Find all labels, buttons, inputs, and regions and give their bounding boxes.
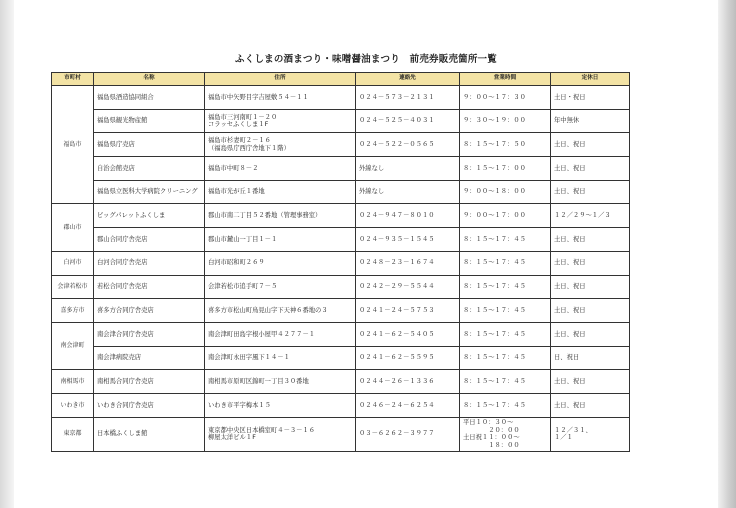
address-cell <box>205 393 356 417</box>
closed-cell <box>551 180 630 204</box>
cell-line: （福島県庁西庁舎地下１階） <box>208 144 290 152</box>
name-cell: 福島県酒造協同組合 <box>94 86 205 110</box>
cell-line: ９：００～１８：００ <box>463 188 526 196</box>
closed-cell <box>551 251 630 275</box>
contact-cell: ０２４－９３５－１５４５ <box>356 228 460 252</box>
contact-cell: ０２４４－２６－１３３６ <box>356 370 460 394</box>
cell-line: 南会津町田島字根小屋甲４２７７－１ <box>208 330 316 338</box>
table-row <box>52 109 630 133</box>
table-row <box>52 157 630 181</box>
contact-cell: 外線なし <box>356 157 460 181</box>
cell-line: 年中無休 <box>554 117 580 125</box>
hours-cell <box>460 417 551 451</box>
cell-line: 柳屋太洋ビル１F <box>208 434 256 442</box>
cell-line: ８：１５～１７：４５ <box>463 377 526 385</box>
cell-line: ９：３０～１９：００ <box>463 117 526 125</box>
contact-cell: ０２４－５７３－２１３１ <box>356 86 460 110</box>
closed-cell <box>551 370 630 394</box>
cell-line: 土日、祝日 <box>554 141 586 149</box>
table-row <box>52 204 630 228</box>
contact-cell: ０２４１－６２－５５９５ <box>356 346 460 370</box>
cell-line: ９：００～１７：００ <box>463 212 526 220</box>
closed-cell <box>551 109 630 133</box>
address-cell <box>205 299 356 323</box>
contact-cell: ０２４８－２３－１６７４ <box>356 251 460 275</box>
cell-line: 福島市杉妻町２－１６ <box>208 137 271 145</box>
cell-line: 南相馬市原町区錦町一丁目３０番地 <box>208 377 309 385</box>
hours-cell <box>460 109 551 133</box>
header-hours: 営業時間 <box>460 73 551 86</box>
address-cell <box>205 251 356 275</box>
cell-line: 土日、祝日 <box>554 283 586 291</box>
closed-cell <box>551 299 630 323</box>
cell-line: 東京都中央区日本橋室町４－３－１６ <box>208 426 316 434</box>
cell-line: ８：１５～１７：４５ <box>463 259 526 267</box>
table-row <box>52 180 630 204</box>
name-cell: ビッグパレットふくしま <box>94 204 205 228</box>
cell-line: コラッセふくしま１F <box>208 121 269 129</box>
sales-location-table <box>51 72 630 452</box>
contact-cell: ０２４６－２４－６２５４ <box>356 393 460 417</box>
cell-line: 福島市中町８－２ <box>208 164 259 172</box>
cell-line: ２０：００ <box>463 426 520 434</box>
name-cell: 福島県立医科大学病院クリーニング <box>94 180 205 204</box>
table-body <box>52 86 630 452</box>
closed-cell <box>551 393 630 417</box>
cell-line: ８：１５～１７：４５ <box>463 330 526 338</box>
cell-line: 白河市昭和町２６９ <box>208 259 265 267</box>
cell-line: 土日、祝日 <box>554 401 586 409</box>
contact-cell: ０２４－９４７－８０１０ <box>356 204 460 228</box>
address-cell <box>205 346 356 370</box>
table-row <box>52 417 630 451</box>
address-cell <box>205 417 356 451</box>
table-header-row <box>52 73 630 86</box>
cell-line: 郡山市麓山一丁目１－１ <box>208 235 278 243</box>
cell-line: ８：１５～１７：４５ <box>463 401 526 409</box>
closed-cell <box>551 322 630 346</box>
name-cell: いわき合同庁舎売店 <box>94 393 205 417</box>
closed-cell <box>551 204 630 228</box>
hours-cell <box>460 393 551 417</box>
cell-line: １／１ <box>554 434 573 442</box>
cell-line: ９：００～１７：３０ <box>463 93 526 101</box>
document-page <box>14 0 718 508</box>
cell-line: 土日、祝日 <box>554 235 586 243</box>
cell-line: １８：００ <box>463 441 520 449</box>
address-cell <box>205 370 356 394</box>
address-cell <box>205 275 356 299</box>
viewer-left-edge <box>0 0 14 508</box>
municipality-cell: 会津若松市 <box>52 275 94 299</box>
cell-line: 福島市中矢野目字吉屋敷５４－１１ <box>208 93 309 101</box>
cell-line: 平日１０：３０～ <box>463 419 514 427</box>
municipality-cell: 白河市 <box>52 251 94 275</box>
header-municipality: 市町村 <box>52 73 94 86</box>
header-closed: 定休日 <box>551 73 630 86</box>
name-cell: 若松合同庁舎売店 <box>94 275 205 299</box>
cell-line: 土日、祝日 <box>554 188 586 196</box>
name-cell: 白河合同庁舎売店 <box>94 251 205 275</box>
contact-cell: ０２４２－２９－５５４４ <box>356 275 460 299</box>
cell-line: ８：１５～１７：４５ <box>463 354 526 362</box>
cell-line: ８：１５～１７：４５ <box>463 235 526 243</box>
name-cell: 南会津病院売店 <box>94 346 205 370</box>
table-row <box>52 251 630 275</box>
cell-line: 土日、祝日 <box>554 377 586 385</box>
cell-line: 福島市光が丘１番地 <box>208 188 265 196</box>
contact-cell: 外線なし <box>356 180 460 204</box>
contact-cell: ０２４１－２４－５７５３ <box>356 299 460 323</box>
cell-line: 会津若松市追手町７－５ <box>208 283 278 291</box>
cell-line: 福島市三河南町１－２０ <box>208 113 278 121</box>
cell-line: ８：１５～１７：４５ <box>463 306 526 314</box>
closed-cell <box>551 228 630 252</box>
hours-cell <box>460 157 551 181</box>
hours-cell <box>460 370 551 394</box>
municipality-cell: 郡山市 <box>52 204 94 251</box>
contact-cell: ０２４－５２２－０５６５ <box>356 133 460 157</box>
table-row <box>52 393 630 417</box>
closed-cell <box>551 275 630 299</box>
closed-cell <box>551 157 630 181</box>
municipality-cell: 南会津町 <box>52 322 94 369</box>
closed-cell <box>551 346 630 370</box>
cell-line: 土日、祝日 <box>554 164 586 172</box>
name-cell: 自治会館売店 <box>94 157 205 181</box>
contact-cell: ０３－６２６２－３９７７ <box>356 417 460 451</box>
hours-cell <box>460 322 551 346</box>
table-row <box>52 275 630 299</box>
cell-line: いわき市平字梅本１５ <box>208 401 271 409</box>
address-cell <box>205 322 356 346</box>
header-address: 住所 <box>205 73 356 86</box>
cell-line: 郡山市南二丁目５２番地（管理事務室） <box>208 212 322 220</box>
cell-line: 土日祝１１：００～ <box>463 434 520 442</box>
cell-line: 土日、祝日 <box>554 330 586 338</box>
closed-cell <box>551 133 630 157</box>
hours-cell <box>460 299 551 323</box>
hours-cell <box>460 180 551 204</box>
cell-line: ８：１５～１７：００ <box>463 164 526 172</box>
address-cell <box>205 204 356 228</box>
hours-cell <box>460 204 551 228</box>
table-row <box>52 228 630 252</box>
table-row <box>52 346 630 370</box>
contact-cell: ０２４１－６２－５４０５ <box>356 322 460 346</box>
municipality-cell: 福島市 <box>52 86 94 204</box>
cell-line: 土日、祝日 <box>554 259 586 267</box>
header-contact: 連絡先 <box>356 73 460 86</box>
name-cell: 日本橋ふくしま館 <box>94 417 205 451</box>
municipality-cell: いわき市 <box>52 393 94 417</box>
table-row <box>52 299 630 323</box>
closed-cell <box>551 417 630 451</box>
hours-cell <box>460 251 551 275</box>
hours-cell <box>460 86 551 110</box>
municipality-cell: 南相馬市 <box>52 370 94 394</box>
cell-line: 喜多方市松山町鳥見山字下天神６番地の３ <box>208 306 328 314</box>
name-cell: 南会津合同庁舎売店 <box>94 322 205 346</box>
cell-line: 土日、祝日 <box>554 306 586 314</box>
address-cell <box>205 86 356 110</box>
municipality-cell: 喜多方市 <box>52 299 94 323</box>
name-cell: 南相馬合同庁舎売店 <box>94 370 205 394</box>
name-cell: 喜多方合同庁舎売店 <box>94 299 205 323</box>
cell-line: １２／２９～１／３ <box>554 212 611 220</box>
cell-line: ８：１５～１７：５０ <box>463 141 526 149</box>
header-name: 名称 <box>94 73 205 86</box>
table-row <box>52 322 630 346</box>
hours-cell <box>460 346 551 370</box>
address-cell <box>205 228 356 252</box>
address-cell <box>205 109 356 133</box>
address-cell <box>205 133 356 157</box>
hours-cell <box>460 228 551 252</box>
name-cell: 郡山合同庁舎売店 <box>94 228 205 252</box>
page-title: ふくしまの酒まつり・味噌醤油まつり 前売券販売箇所一覧 <box>235 54 497 65</box>
closed-cell <box>551 86 630 110</box>
table-row <box>52 133 630 157</box>
table-row <box>52 370 630 394</box>
name-cell: 福島県庁売店 <box>94 133 205 157</box>
viewer-right-edge <box>718 0 736 508</box>
municipality-cell: 東京都 <box>52 417 94 451</box>
hours-cell <box>460 133 551 157</box>
name-cell: 福島県観光物産館 <box>94 109 205 133</box>
cell-line: 日、祝日 <box>554 354 580 362</box>
table-row <box>52 86 630 110</box>
cell-line: ８：１５～１７：４５ <box>463 283 526 291</box>
hours-cell <box>460 275 551 299</box>
address-cell <box>205 180 356 204</box>
cell-line: 南会津町永田字風下１４－１ <box>208 354 290 362</box>
contact-cell: ０２４－５２５－４０３１ <box>356 109 460 133</box>
cell-line: 土日・祝日 <box>554 93 586 101</box>
cell-line: １２／３１、 <box>554 426 592 434</box>
address-cell <box>205 157 356 181</box>
